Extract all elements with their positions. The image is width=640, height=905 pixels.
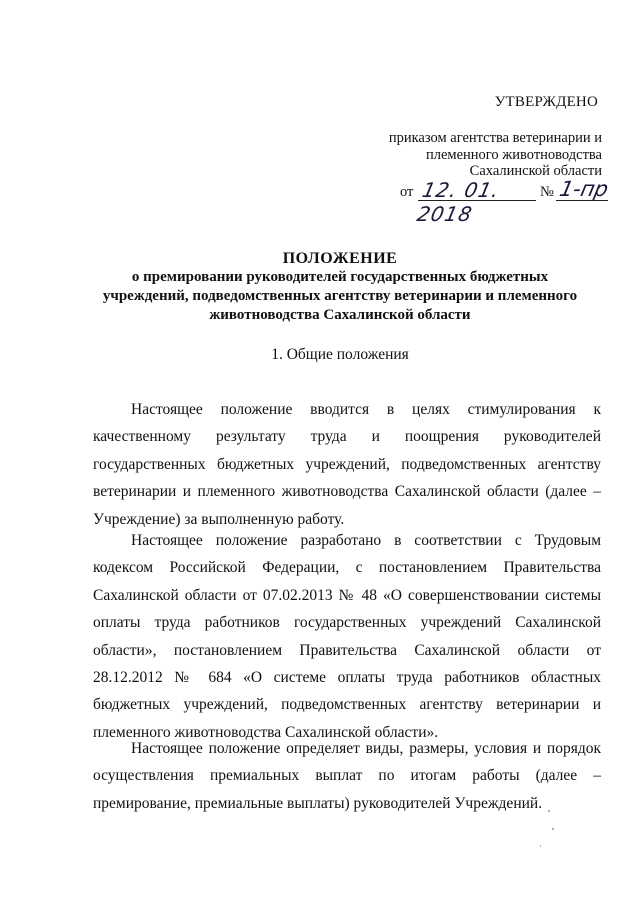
section-heading: 1. Общие положения (271, 346, 409, 363)
paragraph-line: осуществления премиальных выплат по итогам работы (далее – (93, 767, 601, 785)
order-line: Сахалинской области (469, 163, 602, 179)
order-date-number-line (400, 177, 620, 226)
order-line: приказом агентства ветеринарии и (388, 130, 602, 146)
scan-speck (552, 828, 554, 830)
paragraph-3 (93, 735, 601, 817)
scan-speck (540, 845, 541, 847)
paragraph-line: качественному результату труда и поощрения руководителей (93, 428, 601, 446)
paragraph-line: государственных бюджетных учреждений, подведомственных агентству (93, 455, 601, 473)
paragraph-line: области», постановлением Правительства Сахалинской области от (93, 641, 601, 659)
title-line: о премировании руководителей государственных бюджетных (131, 269, 549, 285)
order-line: племенного животноводства (425, 146, 602, 163)
paragraph-line: племенного животноводства Сахалинской области». (93, 723, 439, 741)
title-line: животноводства Сахалинской области (209, 307, 471, 323)
paragraph-line: премирование, премиальные выплаты) руководителей Учреждений. (93, 794, 543, 812)
document-title (80, 249, 600, 325)
paragraph-line: бюджетных учреждений, подведомственных агентству ветеринарии и (93, 696, 601, 714)
paragraph-line: Настоящее положение разработано в соответствии с Трудовым (131, 532, 601, 549)
from-label: от (400, 184, 414, 200)
paragraph-line: Сахалинской области от 07.02.2013 № 48 «О совершенствовании системы (93, 586, 601, 604)
paragraph-line: Настоящее положение вводится в целях стимулирования к (131, 401, 601, 418)
paragraph-line: оплаты труда работников государственных учреждений Сахалинской (93, 614, 601, 632)
scan-speck (548, 810, 550, 812)
date-underline (418, 200, 536, 201)
paragraph-line: Учреждение) за выполненную работу. (93, 510, 345, 528)
number-sign: № (540, 184, 554, 200)
paragraph-1 (93, 396, 601, 533)
paragraph-line: 28.12.2012 № 684 «О системе оплаты труда работников областных (93, 669, 601, 687)
approval-stamp-label: УТВЕРЖДЕНО (494, 94, 598, 110)
paragraph-line: Настоящее положение определяет виды, размеры, условия и порядок (131, 740, 601, 757)
paragraph-line: кодексом Российской Федерации, с постановлением Правительства (93, 559, 601, 577)
number-underline (556, 200, 608, 201)
title-line: учреждений, подведомственных агентству ветеринарии и племенного (102, 288, 578, 304)
paragraph-line: ветеринарии и племенного животноводства Сахалинской области (далее – (93, 483, 601, 501)
handwritten-date: 12. 01. 2018 (414, 178, 503, 226)
paragraph-2 (93, 527, 601, 746)
title-main: ПОЛОЖЕНИЕ (282, 250, 398, 267)
approval-order-text (378, 130, 602, 180)
handwritten-number: 1-пр (557, 177, 611, 201)
